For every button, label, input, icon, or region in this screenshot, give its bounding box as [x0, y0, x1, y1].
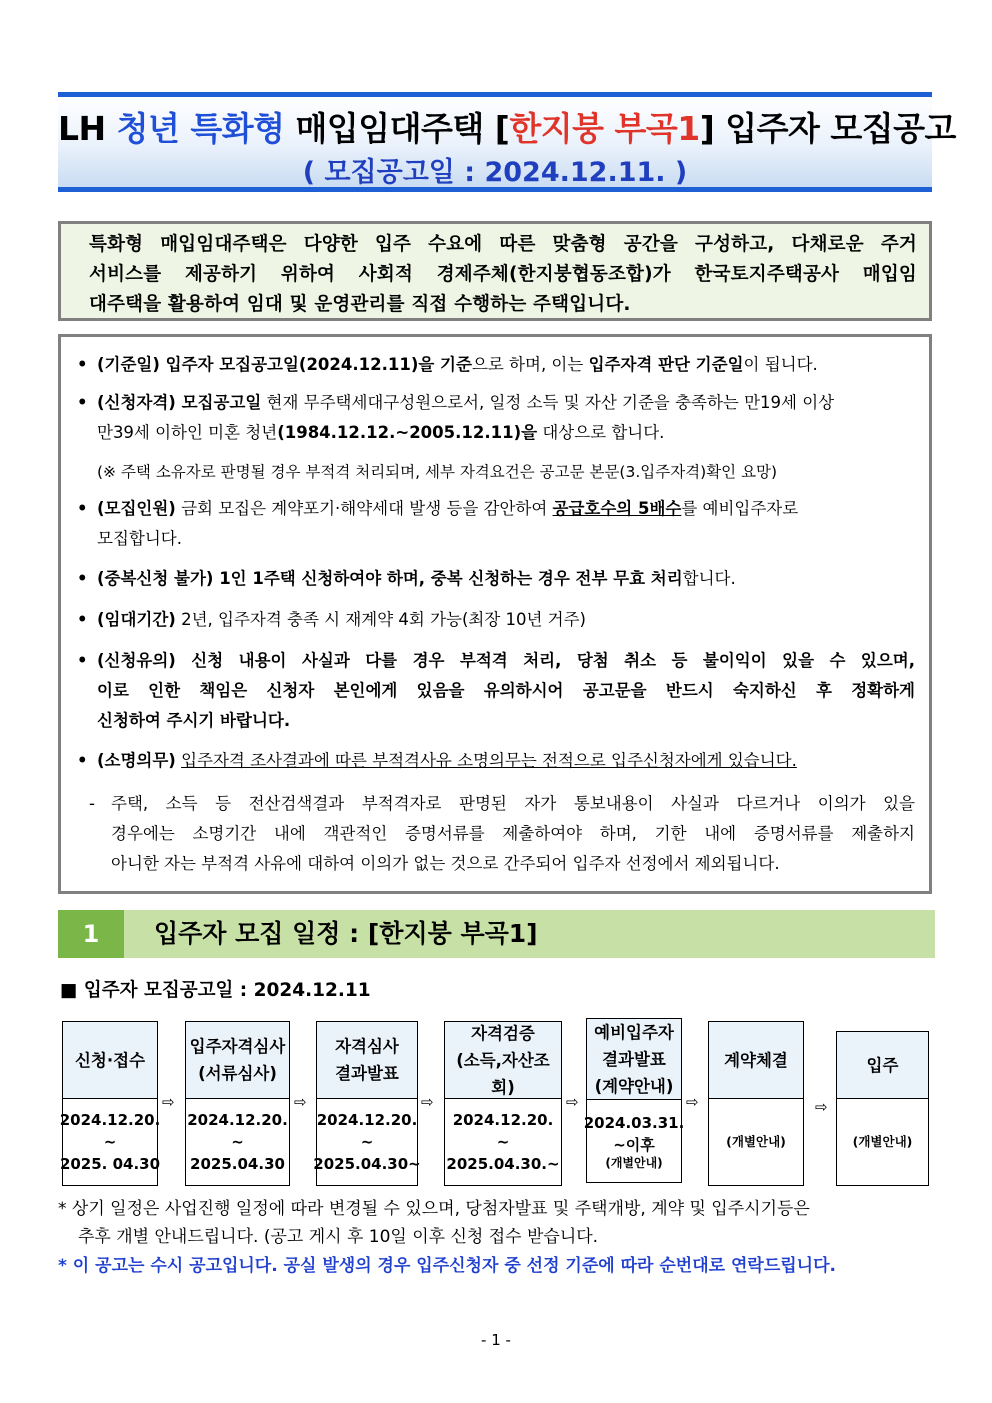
- page-number: - 1 -: [481, 1331, 511, 1349]
- arrow-icon: ⇨: [421, 1093, 434, 1111]
- page-title: [58, 103, 956, 150]
- bullet: •: [77, 651, 88, 670]
- rule-text: (기준일) 입주자 모집공고일(2024.12.11)을 기준: [97, 355, 472, 374]
- rule-text: 모집합니다.: [97, 529, 182, 548]
- intro-line: 대주택을 활용하여 임대 및 운영관리를 직접 수행하는 주택입니다.: [89, 294, 631, 315]
- title-banner: [58, 92, 956, 192]
- rule-caution: [77, 646, 915, 736]
- rule-explanation-duty: [77, 746, 915, 776]
- title-suffix: ] 입주자 모집공고: [699, 109, 956, 148]
- rule-text: 만39세 이하인 미혼 청년: [97, 423, 278, 442]
- rule-text: 주택, 소득 등 전산검색결과 부적격자로 판명된 자가 통보내용이 사실과 다르거나 이의가 있을: [111, 794, 915, 813]
- step-title: 신청·접수: [63, 1022, 157, 1099]
- rule-text: (임대기간): [97, 610, 176, 629]
- rule-text: 를 예비입주자로: [681, 499, 799, 518]
- rule-text: (※ 주택 소유자로 판명될 경우 부적격 처리되며, 세부 자격요건은 공고문 본문(3.입주자격)확인 요망): [97, 463, 778, 481]
- section-header: [58, 910, 935, 958]
- step-review-result: [313, 1021, 421, 1186]
- bullet: •: [77, 569, 88, 588]
- rule-text: 이로 인한 책임은 신청자 본인에게 있음을 유의하시어 공고문을 반드시 숙지하신 후 정확하게: [97, 681, 915, 700]
- step-date-group: [583, 1100, 685, 1182]
- step-title: 계약체결: [709, 1022, 803, 1099]
- rule-lease-period: [77, 605, 915, 635]
- bullet: •: [77, 393, 88, 412]
- rule-base-date: [77, 350, 915, 380]
- step-contract: [708, 1021, 804, 1186]
- schedule-heading: ■ 입주자 모집공고일 : 2024.12.11: [60, 980, 371, 1001]
- step-verification: [444, 1021, 562, 1186]
- rule-recruitment: [77, 494, 915, 554]
- rule-text: 공급호수의 5배수: [552, 499, 682, 518]
- step-date: 2024.12.20. ~ 2025.04.30.~: [446, 1111, 560, 1173]
- dash: -: [89, 794, 95, 813]
- rule-text: (신청자격) 모집공고일: [97, 393, 262, 412]
- rule-text: 경우에는 소명기간 내에 객관적인 증명서류를 제출하여야 하며, 기한 내에 증명서류를 제출하지: [111, 824, 915, 843]
- arrow-icon: ⇨: [815, 1098, 828, 1116]
- rule-text: (신청유의) 신청 내용이 사실과 다를 경우 부적격 처리, 당첨 취소 등 불이익이 있을 수 있으며,: [97, 651, 915, 670]
- step-title: 입주: [837, 1032, 928, 1099]
- step-date: 2024.12.20. ~ 2025.04.30: [187, 1111, 288, 1173]
- rule-text: 입주자격 조사결과에 따른 부적격사유 소명의무는 전적으로 입주신청자에게 있습니다.: [181, 751, 797, 770]
- rule-text: 현재 무주택세대구성원으로서, 일정 소득 및 자산 기준을 충족하는 만19세 이상: [261, 393, 835, 412]
- rule-text: (중복신청 불가) 1인 1주택 신청하여야 하며, 중복 신청하는 경우 전부 무효 처리: [97, 569, 683, 588]
- step-title: 자격검증 (소득,자산조회): [445, 1022, 561, 1099]
- title-prefix: LH: [58, 109, 117, 148]
- rules-box: [58, 334, 932, 894]
- rule-text: 대상으로 합니다.: [537, 423, 665, 442]
- step-date: (개별안내): [852, 1134, 913, 1149]
- step-date: 2024.03.31. ~이후: [583, 1113, 685, 1154]
- step-date: 2024.12.20. ~ 2025. 04.30: [59, 1111, 161, 1173]
- rule-text: 합니다.: [682, 569, 736, 588]
- rule-text: (모집인원): [97, 499, 176, 518]
- rolling-notice: * 이 공고는 수시 공고입니다. 공실 발생의 경우 입주신청자 중 선정 기준에 따라 순번대로 연락드립니다.: [58, 1256, 836, 1276]
- rule-text: 아니한 자는 부적격 사유에 대하여 이의가 없는 것으로 간주되어 입주자 선정에서 제외됩니다.: [111, 854, 780, 873]
- bullet: •: [77, 499, 88, 518]
- rule-text: 입주자격 판단 기준일: [588, 355, 744, 374]
- step-document-review: [185, 1021, 290, 1186]
- rule-text: 이 됩니다.: [743, 355, 818, 374]
- bullet: •: [77, 751, 88, 770]
- title-blue: 청년 특화형: [116, 109, 285, 148]
- arrow-icon: ⇨: [294, 1093, 307, 1111]
- step-move-in: [836, 1031, 929, 1186]
- rule-text: 으로 하며, 이는: [471, 355, 589, 374]
- intro-line: 서비스를 제공하기 위하여 사회적 경제주체(한지붕협동조합)가 한국토지주택공사 매입임: [89, 264, 917, 285]
- step-title: 입주자격심사 (서류심사): [186, 1022, 289, 1099]
- rule-detail: [77, 789, 915, 879]
- step-title: 예비입주자 결과발표 (계약안내): [587, 1019, 681, 1100]
- rule-duplicate: [77, 564, 915, 594]
- step-waitlist-result: [583, 1018, 685, 1183]
- step-date-note: (개별안내): [605, 1155, 663, 1170]
- intro-line: 특화형 매입임대주택은 다양한 입주 수요에 따른 맞춤형 공간을 구성하고, 다채로운 주거: [89, 234, 917, 255]
- arrow-icon: ⇨: [686, 1093, 699, 1111]
- step-application: [59, 1021, 161, 1186]
- rule-text: 신청하여 주시기 바랍니다.: [97, 711, 291, 730]
- step-date: (개별안내): [726, 1134, 786, 1149]
- title-mid: 매입임대주택 [: [284, 109, 510, 148]
- section-title: 입주자 모집 일정 : [한지붕 부곡1]: [154, 919, 538, 948]
- title-red: 한지붕 부곡1: [509, 109, 700, 148]
- rule-text: (1984.12.12.~2005.12.11)을: [277, 423, 538, 442]
- rule-text: 금회 모집은 계약포기·해약세대 발생 등을 감안하여: [175, 499, 553, 518]
- arrow-icon: ⇨: [566, 1093, 579, 1111]
- rule-text: 2년, 입주자격 충족 시 재계약 4회 가능(최장 10년 거주): [175, 610, 586, 629]
- schedule-note: 추후 개별 안내드립니다. (공고 게시 후 10일 이후 신청 접수 받습니다.: [78, 1227, 599, 1247]
- announcement-date: ( 모집공고일 : 2024.12.11. ): [302, 157, 688, 188]
- schedule-note: * 상기 일정은 사업진행 일정에 따라 변경될 수 있으며, 당첨자발표 및 주택개방, 계약 및 입주시기등은: [58, 1199, 810, 1219]
- arrow-icon: ⇨: [162, 1093, 175, 1111]
- intro-box: [58, 221, 932, 321]
- rule-eligibility: [77, 388, 915, 448]
- rule-eligibility-note: [77, 457, 915, 487]
- bullet: •: [77, 610, 88, 629]
- step-title: 자격심사 결과발표: [317, 1022, 417, 1099]
- bullet: •: [77, 355, 88, 374]
- step-date: 2024.12.20. ~ 2025.04.30~: [313, 1111, 421, 1173]
- section-number: 1: [58, 910, 124, 958]
- rule-text: (소명의무): [97, 751, 176, 770]
